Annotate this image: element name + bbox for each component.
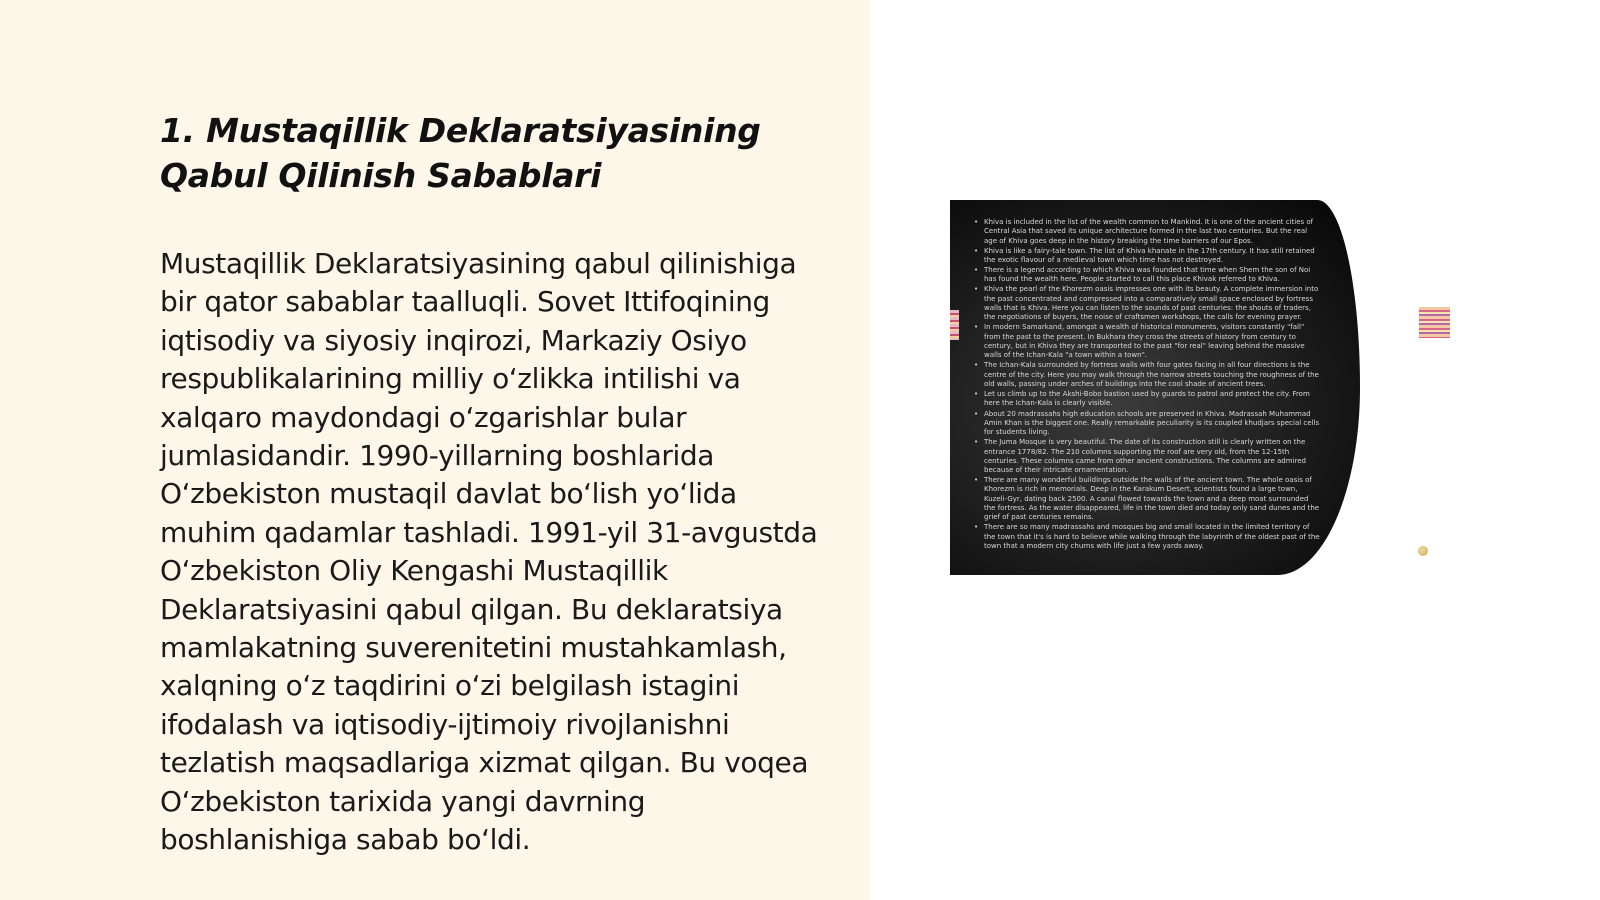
slide-image	[950, 200, 1454, 575]
photo-bullet: • Khiva is included in the list of the wealth common to Mankind. It is one of the ancient cities of Central Asia that saved its unique architecture formed in the last two centuries. But the real age of Khiva goes deep in the history breaking the time barriers of our Epos.	[974, 218, 1320, 246]
striped-decoration-right	[1419, 307, 1450, 338]
slide-title	[160, 108, 840, 198]
photo-bullet: • Khiva the pearl of the Khorezm oasis impresses one with its beauty. A complete immersion into the past concentrated and compressed into a comparatively small space enclosed by fortress walls that is Khiva. Here you can listen to the sounds of past centuries: the shouts of traders, the negotiations of buyers, the noise of craftsmen workshops, the calls for evening prayer.	[974, 285, 1320, 322]
gold-dot-decoration	[1418, 546, 1428, 556]
photo-bullet: • There are so many madrassahs and mosques big and small located in the limited territory of the town that it's is hard to believe while walking through the labyrinth of the oldest past of the town that a modern city churns with life just a few yards away.	[974, 523, 1320, 551]
slide-body-text: Mustaqillik Deklaratsiyasining qabul qilinishiga bir qator sabablar taalluqli. Sovet Ittifoqining iqtisodiy va siyosiy inqirozi, Markaziy Osiyo respublikalarining milliy o‘zlikka intilishi va xalqaro maydondagi o‘zgarishlar bular jumlasidandir. 1990-yillarning boshlarida O‘zbekiston mustaqil davlat bo‘lish yo‘lida muhim qadamlar tashladi. 1991-yil 31-avgustda O‘zbekiston Oliy Kengashi Mustaqillik Deklaratsiyasini qabul qilgan. Bu deklaratsiya mamlakatning suverenitetini mustahkamlash, xalqning o‘z taqdirini o‘zi belgilash istagini ifodalash va iqtisodiy-ijtimoiy rivojlanishni tezlatish maqsadlariga xizmat qilgan. Bu voqea O‘zbekiston tarixida yangi davrning boshlanishiga sabab bo‘ldi.	[160, 247, 818, 857]
slide-title-line-1: 1. Mustaqillik Deklaratsiyasining	[160, 111, 761, 150]
dark-text-photo	[950, 200, 1360, 575]
slide-title-line-2: Qabul Qilinish Sabablari	[160, 156, 602, 195]
photo-bullet: • About 20 madrassahs high education schools are preserved in Khiva. Madrassah Muhammad Amin Khan is the biggest one. Really remarkable peculiarity is its coupled khudjars special cells for students living.	[974, 410, 1320, 438]
photo-bullet: • The Juma Mosque is very beautiful. The date of its construction still is clearly written on the entrance 1778/82. The 210 columns supporting the roof are very old, from the 12-15th centuries. These columns came from other ancient constructions. The columns are admired because of their intricate ornamentation.	[974, 438, 1320, 475]
photo-bullet-list	[950, 200, 1360, 551]
photo-bullet: • The Ichan-Kala surrounded by fortress walls with four gates facing in all four directions is the centre of the city. Here you may walk through the narrow streets touching the roughness of the old walls, passing under arches of buildings into the cool shade of ancient trees.	[974, 361, 1320, 389]
photo-bullet: • There are many wonderful buildings outside the walls of the ancient town. The whole oasis of Khorezm is rich in memorials. Deep in the Karakum Desert, scientists found a large town, Kuzeli-Gyr, dating back 2500. A canal flowed towards the town and a deep moat surrounded the fortress. As the water disappeared, life in the town died and today only sand dunes and the grief of past centuries remains.	[974, 476, 1320, 522]
photo-bullet: • In modern Samarkand, amongst a wealth of historical monuments, visitors constantly "fall" from the past to the present. In Bukhara they cross the streets of history from century to century, but in Khiva they are transported to the past "for real" leaving behind the massive walls of the Ichan-Kala "a town within a town".	[974, 323, 1320, 360]
photo-bullet: • There is a legend according to which Khiva was founded that time when Shem the son of Noi has found the wealth here. People started to call this place Khivak referred to Khiva.	[974, 266, 1320, 285]
photo-bullet: • Khiva is like a fairy-tale town. The list of Khiva khanate in the 17th century. It has still retained the exotic flavour of a medieval town which time has not destroyed.	[974, 247, 1320, 266]
photo-bullet: • Let us climb up to the Akshi-Bobo bastion used by guards to patrol and protect the city. From here the Ichan-Kala is clearly visible.	[974, 390, 1320, 409]
striped-decoration-left	[950, 310, 959, 340]
